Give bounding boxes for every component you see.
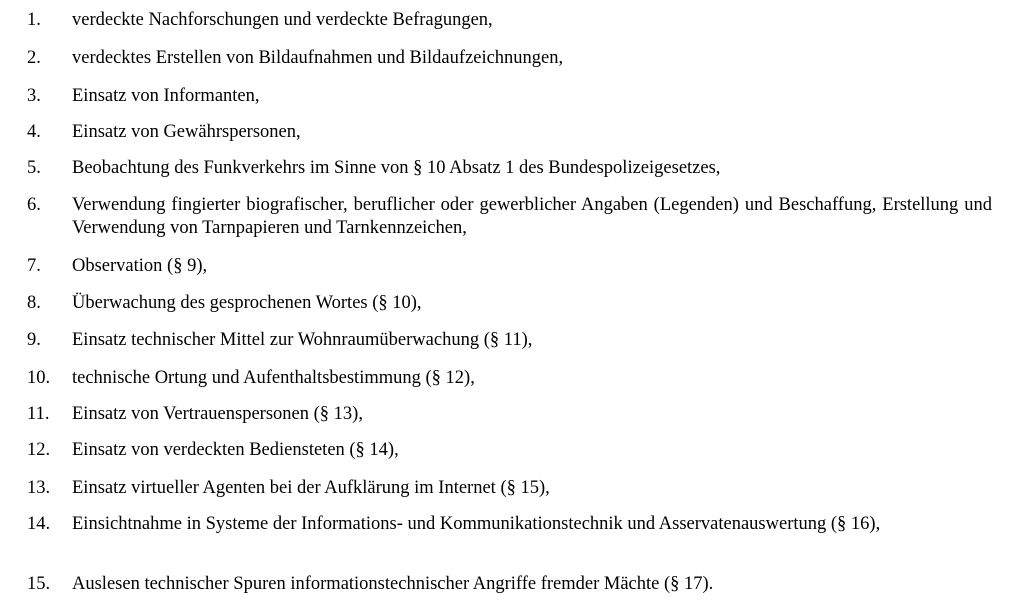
list-item-number: 12. (27, 440, 51, 460)
list-item-number: 13. (27, 478, 51, 498)
list-item-text: Einsatz von Vertrauenspersonen (§ 13), (72, 404, 363, 424)
list-item-number: 3. (27, 86, 41, 106)
list-item-number: 1. (27, 10, 41, 30)
list-item-number: 2. (27, 48, 41, 68)
list-item-text: Überwachung des gesprochenen Wortes (§ 10), (72, 293, 422, 313)
list-item-text: technische Ortung und Aufenthaltsbestimmung (§ 12), (72, 368, 475, 388)
list-item-text: Auslesen technischer Spuren informationstechnischer Angriffe fremder Mächte (§ 17). (72, 574, 714, 594)
list-item-number: 5. (27, 158, 41, 178)
list-item-number: 9. (27, 330, 41, 350)
list-item-number: 4. (27, 122, 41, 142)
list-item-text: Einsatz von Gewährspersonen, (72, 122, 301, 142)
list-item-number: 15. (27, 574, 51, 594)
list-item-number: 6. (27, 195, 41, 215)
list-item-text: Beobachtung des Funkverkehrs im Sinne von § 10 Absatz 1 des Bundespolizeigesetzes, (72, 158, 721, 178)
list-item-text: verdeckte Nachforschungen und verdeckte Befragungen, (72, 10, 493, 30)
list-item-number: 7. (27, 256, 41, 276)
list-item-text: verdecktes Erstellen von Bildaufnahmen und Bildaufzeichnungen, (72, 48, 564, 68)
list-item-number: 14. (27, 514, 51, 534)
list-item-text: Verwendung fingierter biografischer, beruflicher oder gewerblicher Angaben (Legenden) und Beschaffung, Erstellung und Verwendung von Tarnpapieren und Tarnkennzeichen, (72, 195, 992, 238)
list-item-text: Einsatz technischer Mittel zur Wohnraumüberwachung (§ 11), (72, 330, 533, 350)
list-item-text: Einsatz virtueller Agenten bei der Aufklärung im Internet (§ 15), (72, 478, 550, 498)
list-item-text: Observation (§ 9), (72, 256, 208, 276)
list-item-number: 11. (27, 404, 50, 424)
list-item-text: Einsatz von verdeckten Bediensteten (§ 14), (72, 440, 399, 460)
list-item-text: Einsatz von Informanten, (72, 86, 260, 106)
list-item-text: Einsichtnahme in Systeme der Informations- und Kommunikationstechnik und Asservatenauswertung (§ 16), (72, 514, 881, 534)
list-item-number: 8. (27, 293, 41, 313)
list-item-number: 10. (27, 368, 51, 388)
